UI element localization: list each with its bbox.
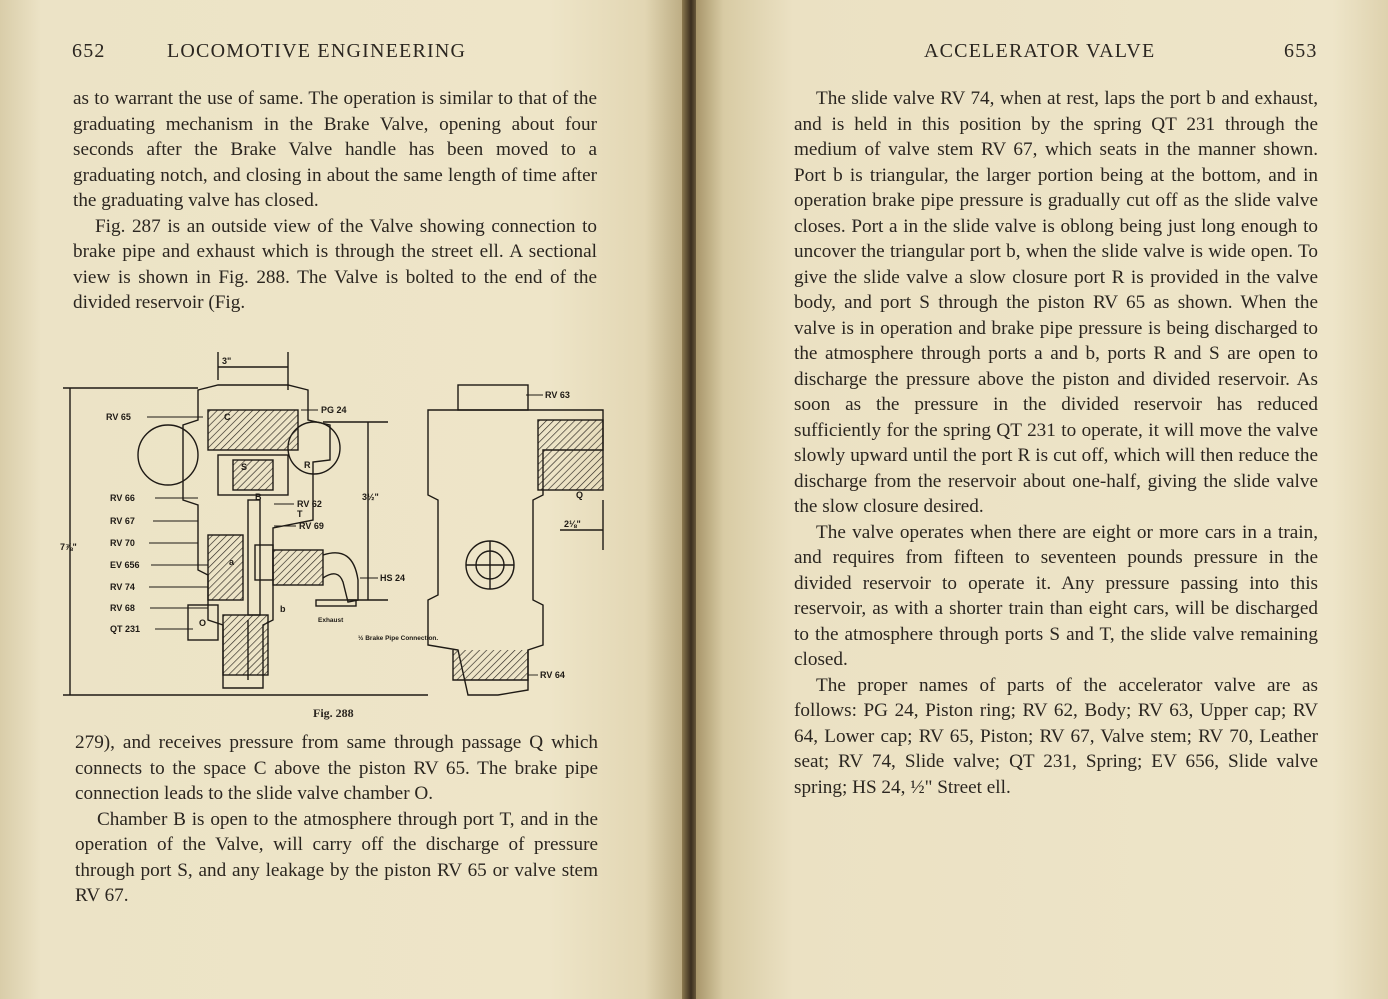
paragraph: 279), and receives pressure from same through passage Q which connects to the space C above the piston RV 65. The brake pipe connection leads to the slide valve chamber O. (75, 732, 598, 804)
dim-2-1-8-in: 2⅛" (564, 519, 581, 529)
right-text (794, 86, 1318, 800)
label-rv67: RV 67 (110, 516, 135, 526)
chamber-b: B (255, 492, 262, 502)
label-t: T (297, 509, 303, 519)
paragraph: Fig. 287 is an outside view of the Valve showing connection to brake pipe and exhaust which is through the street ell. A sectional view is shown in Fig. 288. The Valve is bolted to the end of the divided reservoir (Fig. (73, 215, 597, 313)
left-running-head: LOCOMOTIVE ENGINEERING (167, 40, 467, 62)
label-brake-pipe: ½ Brake Pipe Connection. (358, 635, 439, 642)
label-hs24: HS 24 (380, 573, 406, 583)
label-exhaust: Exhaust (318, 617, 344, 624)
dim-3-half-in: 3½" (362, 492, 379, 502)
label-rv64: RV 64 (540, 670, 565, 680)
left-page (0, 0, 686, 999)
label-rv69: RV 69 (299, 521, 324, 531)
port-b: b (280, 604, 286, 614)
port-r: R (304, 460, 311, 470)
paragraph: The slide valve RV 74, when at rest, laps the port b and exhaust, and is held in this position by the spring QT 231 through the medium of valve stem RV 67, which seats in the manner shown. Port b is triangular, the larger portion being at the bottom, and in operation brake pipe pressure is gradually cut off as the slide valve closes. Port a in the slide valve is oblong being just long enough to uncover the triangular port b, when the slide valve is wide open. To give the slide valve a slow closure port R is provided in the valve body, and port S through the piston RV 65 as shown. When the valve is in operation and brake pipe pressure is being discharged to the atmosphere through ports a and b, ports R and S are open to discharge the pressure above the piston and divided reservoir. As soon as the pressure in the divided reservoir has reduced sufficiently for the spring QT 231 to operate, it will move the valve slowly upward until the port R is cut off, which will then reduce the discharge from the reservoir about one-half, giving the slide valve the slow closure desired. (794, 88, 1318, 517)
left-text-bottom (75, 730, 598, 909)
right-page-number: 653 (1284, 40, 1318, 62)
label-rv66: RV 66 (110, 493, 135, 503)
port-s: S (241, 462, 248, 472)
left-text-top (73, 86, 597, 316)
right-running-head: ACCELERATOR VALVE (924, 40, 1156, 62)
label-rv68: RV 68 (110, 603, 135, 613)
right-page (696, 0, 1388, 999)
label-rv62: RV 62 (297, 499, 322, 509)
port-a: a (229, 557, 235, 567)
label-rv70: RV 70 (110, 538, 135, 548)
paragraph: The valve operates when there are eight or more cars in a train, and requires from fifteen to seventeen pounds pressure in the divided reservoir to operate it. Any pressure passing into this reservoir, as with a shorter train than eight cars, will be discharged to the atmosphere through ports S and T, the slide valve remaining closed. (794, 521, 1318, 670)
dim-3-in: 3" (222, 356, 232, 366)
figure-caption: Fig. 288 (313, 706, 354, 720)
chamber-o: O (199, 618, 207, 628)
label-ev656: EV 656 (110, 560, 140, 570)
port-c: C (224, 412, 231, 422)
label-rv63: RV 63 (545, 390, 570, 400)
passage-q: Q (576, 490, 584, 500)
valve-section-drawing (58, 350, 608, 722)
paragraph: Chamber B is open to the atmosphere through port T, and in the operation of the Valve, will carry off the discharge of pressure through port S, and any leakage by the piston RV 65 or valve stem RV 67. (75, 808, 598, 906)
paragraph: as to warrant the use of same. The operation is similar to that of the graduating mechanism in the Brake Valve, opening about four seconds after the Brake Valve handle has been moved to a graduating notch, and closing in about the same length of time after the graduating valve has closed. (73, 88, 597, 211)
label-rv65: RV 65 (106, 412, 131, 422)
label-pg24: PG 24 (321, 405, 347, 415)
left-page-number: 652 (72, 40, 106, 62)
label-rv74: RV 74 (110, 582, 135, 592)
label-qt231: QT 231 (110, 624, 141, 634)
dim-7-7-8-in: 7⅞" (60, 542, 77, 552)
figure-288 (58, 350, 608, 722)
paragraph: The proper names of parts of the accelerator valve are as follows: PG 24, Piston ring; RV 62, Body; RV 63, Upper cap; RV 64, Lower cap; RV 65, Piston; RV 67, Valve stem; RV 70, Leather seat; RV 74, Slide valve; QT 231, Spring; EV 656, Slide valve spring; HS 24, ½" Street ell. (794, 674, 1318, 798)
